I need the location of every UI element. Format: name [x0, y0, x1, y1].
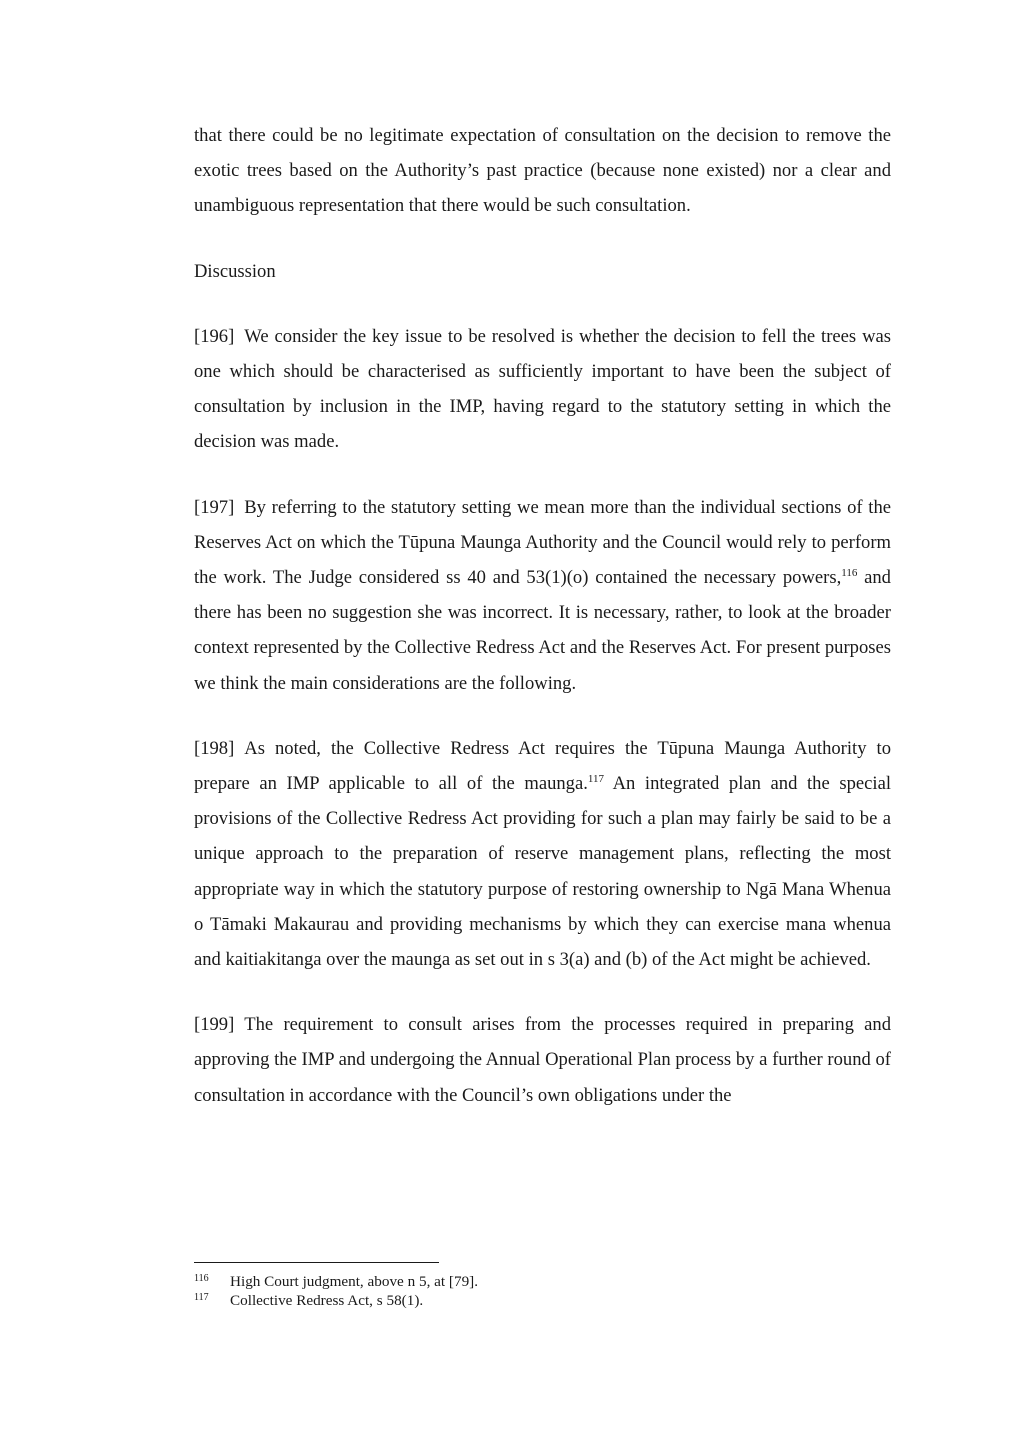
paragraph-number: [198]	[194, 737, 235, 759]
footnote-number: 117	[194, 1292, 209, 1303]
footnote-ref-116[interactable]: 116	[841, 567, 858, 580]
paragraph-number: [199]	[194, 1014, 235, 1036]
footnote-number: 116	[194, 1273, 209, 1284]
continued-paragraph: that there could be no legitimate expectation of consultation on the decision to remove the exotic trees based on the Authority’s past practice (because none existed) nor a clear and unambiguous representation that there would be such consultation.	[194, 125, 891, 217]
footnote-117	[194, 1291, 891, 1310]
footnote-text: Collective Redress Act, s 58(1).	[230, 1292, 424, 1309]
paragraph-text: By referring to the statutory setting we mean more than the individual sections of the Reserves Act on which the Tūpuna Maunga Authority and the Council would rely to perform the work. The Judge considered ss 40 and 53(1)(o) contained the necessary powers,	[194, 496, 891, 589]
paragraph-number: [196]	[194, 325, 235, 347]
footnote-text: High Court judgment, above n 5, at [79].	[230, 1273, 479, 1290]
paragraph-198	[194, 731, 891, 977]
paragraph-text: The requirement to consult arises from the processes required in preparing and approving the IMP and undergoing the Annual Operational Plan process by a further round of consultation in accordance with the Council’s own obligations under the	[194, 1014, 891, 1106]
section-heading: Discussion	[194, 260, 276, 282]
footnote-116	[194, 1272, 891, 1291]
paragraph-text: and there has been no suggestion she was incorrect. It is necessary, rather, to look at the broader context represented by the Collective Redress Act and the Reserves Act. For present purposes we think the main considerations are the following.	[194, 567, 891, 694]
paragraph-199	[194, 1007, 891, 1113]
paragraph-text: An integrated plan and the special provisions of the Collective Redress Act providing for such a plan may fairly be said to be a unique approach to the preparation of reserve management plans, reflecting the most appropriate way in which the statutory purpose of restoring ownership to Ngā Mana Whenua o Tāmaki Makaurau and providing mechanisms by which they can exercise mana whenua and kaitiakitanga over the maunga as set out in s 3(a) and (b) of the Act might be achieved.	[194, 773, 891, 971]
judgment-body	[194, 118, 891, 1143]
footnote-ref-117[interactable]: 117	[587, 773, 604, 786]
footnotes	[194, 1272, 891, 1310]
footnote-divider	[194, 1262, 439, 1263]
paragraph-text: We consider the key issue to be resolved is whether the decision to fell the trees was one which should be characterised as sufficiently important to have been the subject of consultation by inclusion in the IMP, having regard to the statutory setting in which the decision was made.	[194, 325, 891, 453]
paragraph-text: As noted, the Collective Redress Act requires the Tūpuna Maunga Authority to prepare an IMP applicable to all of the maunga.	[194, 737, 891, 795]
paragraph-196	[194, 319, 891, 460]
paragraph-number: [197]	[194, 496, 235, 518]
paragraph-197	[194, 490, 891, 701]
